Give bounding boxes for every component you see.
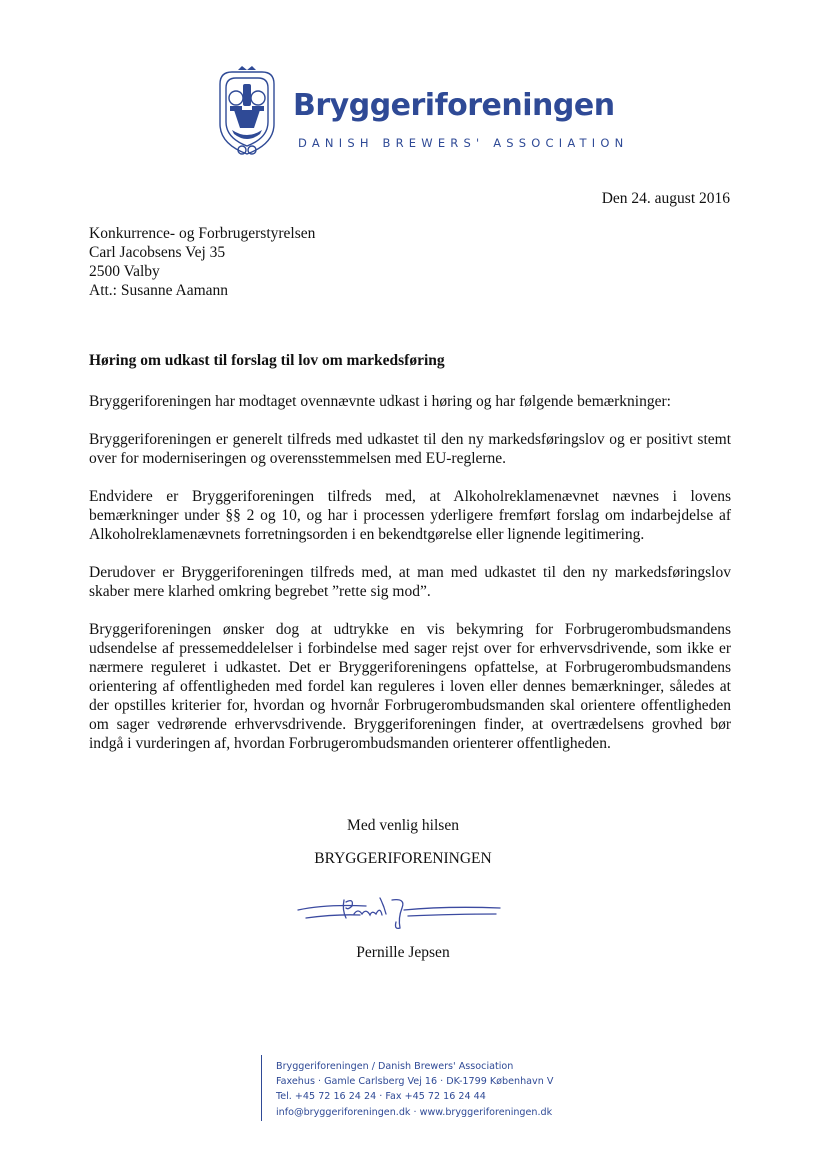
brewers-crest-logo bbox=[216, 66, 278, 160]
recipient-address bbox=[89, 224, 315, 300]
footer-phone: Tel. +45 72 16 24 24 · Fax +45 72 16 24 44 bbox=[276, 1091, 486, 1103]
closing-greeting: Med venlig hilsen bbox=[347, 817, 459, 834]
recipient-attention: Att.: Susanne Aamann bbox=[89, 282, 229, 299]
footer-divider bbox=[261, 1055, 262, 1121]
letter-date: Den 24. august 2016 bbox=[601, 190, 730, 207]
organization-name: Bryggeriforeningen bbox=[293, 88, 615, 123]
handwritten-signature bbox=[296, 888, 501, 932]
body-paragraph: Bryggeriforeningen ønsker dog at udtrykke en vis bekymring for Forbrugerombudsmandens udsendelse af pressemeddelelser i forbindelse med sager rejst over for erhvervsdrivende, som ikke er nærmere reguleret i udkastet. Det er Bryggeriforeningens opfattelse, at Forbrugerombudsmandens orientering af offentligheden med fordel kan reguleres i loven eller dennes bemærkninger, således at der opstilles kriterier for, hvordan og hvornår Forbrugerombudsmanden skal orientere offentligheden om sager vedrørende erhvervsdrivende. Bryggeriforeningen finder, at overtrædelsens grovhed bør indgå i vurderingen af, hvordan Forbrugerombudsmanden orienterer offentligheden. bbox=[89, 621, 731, 752]
body-paragraph: Bryggeriforeningen er generelt tilfreds med udkastet til den ny markedsføringslov og er positivt stemt over for moderniseringen og overensstemmelsen med EU-reglerne. bbox=[89, 431, 731, 467]
recipient-street: Carl Jacobsens Vej 35 bbox=[89, 244, 226, 261]
footer-email-web: info@bryggeriforeningen.dk · www.bryggeriforeningen.dk bbox=[276, 1106, 553, 1118]
recipient-city: 2500 Valby bbox=[89, 263, 160, 280]
letter-subject: Høring om udkast til forslag til lov om markedsføring bbox=[89, 352, 445, 369]
body-paragraph: Endvidere er Bryggeriforeningen tilfreds med, at Alkoholreklamenævnet nævnes i lovens bemærkninger under §§ 2 og 10, og har i processen yderligere fremført forslag om indarbejdelse af Alkoholreklamenævnets forretningsorden i en bekendtgørelse eller lignende legitimering. bbox=[89, 488, 731, 543]
recipient-organization: Konkurrence- og Forbrugerstyrelsen bbox=[89, 225, 316, 242]
organization-subtitle: DANISH BREWERS' ASSOCIATION bbox=[298, 136, 629, 150]
footer-organization: Bryggeriforeningen / Danish Brewers' Association bbox=[276, 1061, 514, 1072]
footer-contact bbox=[276, 1059, 553, 1120]
body-paragraph: Derudover er Bryggeriforeningen tilfreds med, at man med udkastet til den ny markedsføringslov skaber mere klarhed omkring begrebet ”rette sig mod”. bbox=[89, 564, 731, 600]
letter-body bbox=[89, 392, 731, 772]
footer-address: Faxehus · Gamle Carlsberg Vej 16 · DK-1799 København V bbox=[276, 1076, 554, 1088]
closing-organization: BRYGGERIFORENINGEN bbox=[314, 850, 492, 867]
body-paragraph: Bryggeriforeningen har modtaget ovennævnte udkast i høring og har følgende bemærkninger: bbox=[89, 393, 671, 410]
signer-name: Pernille Jepsen bbox=[356, 944, 450, 961]
